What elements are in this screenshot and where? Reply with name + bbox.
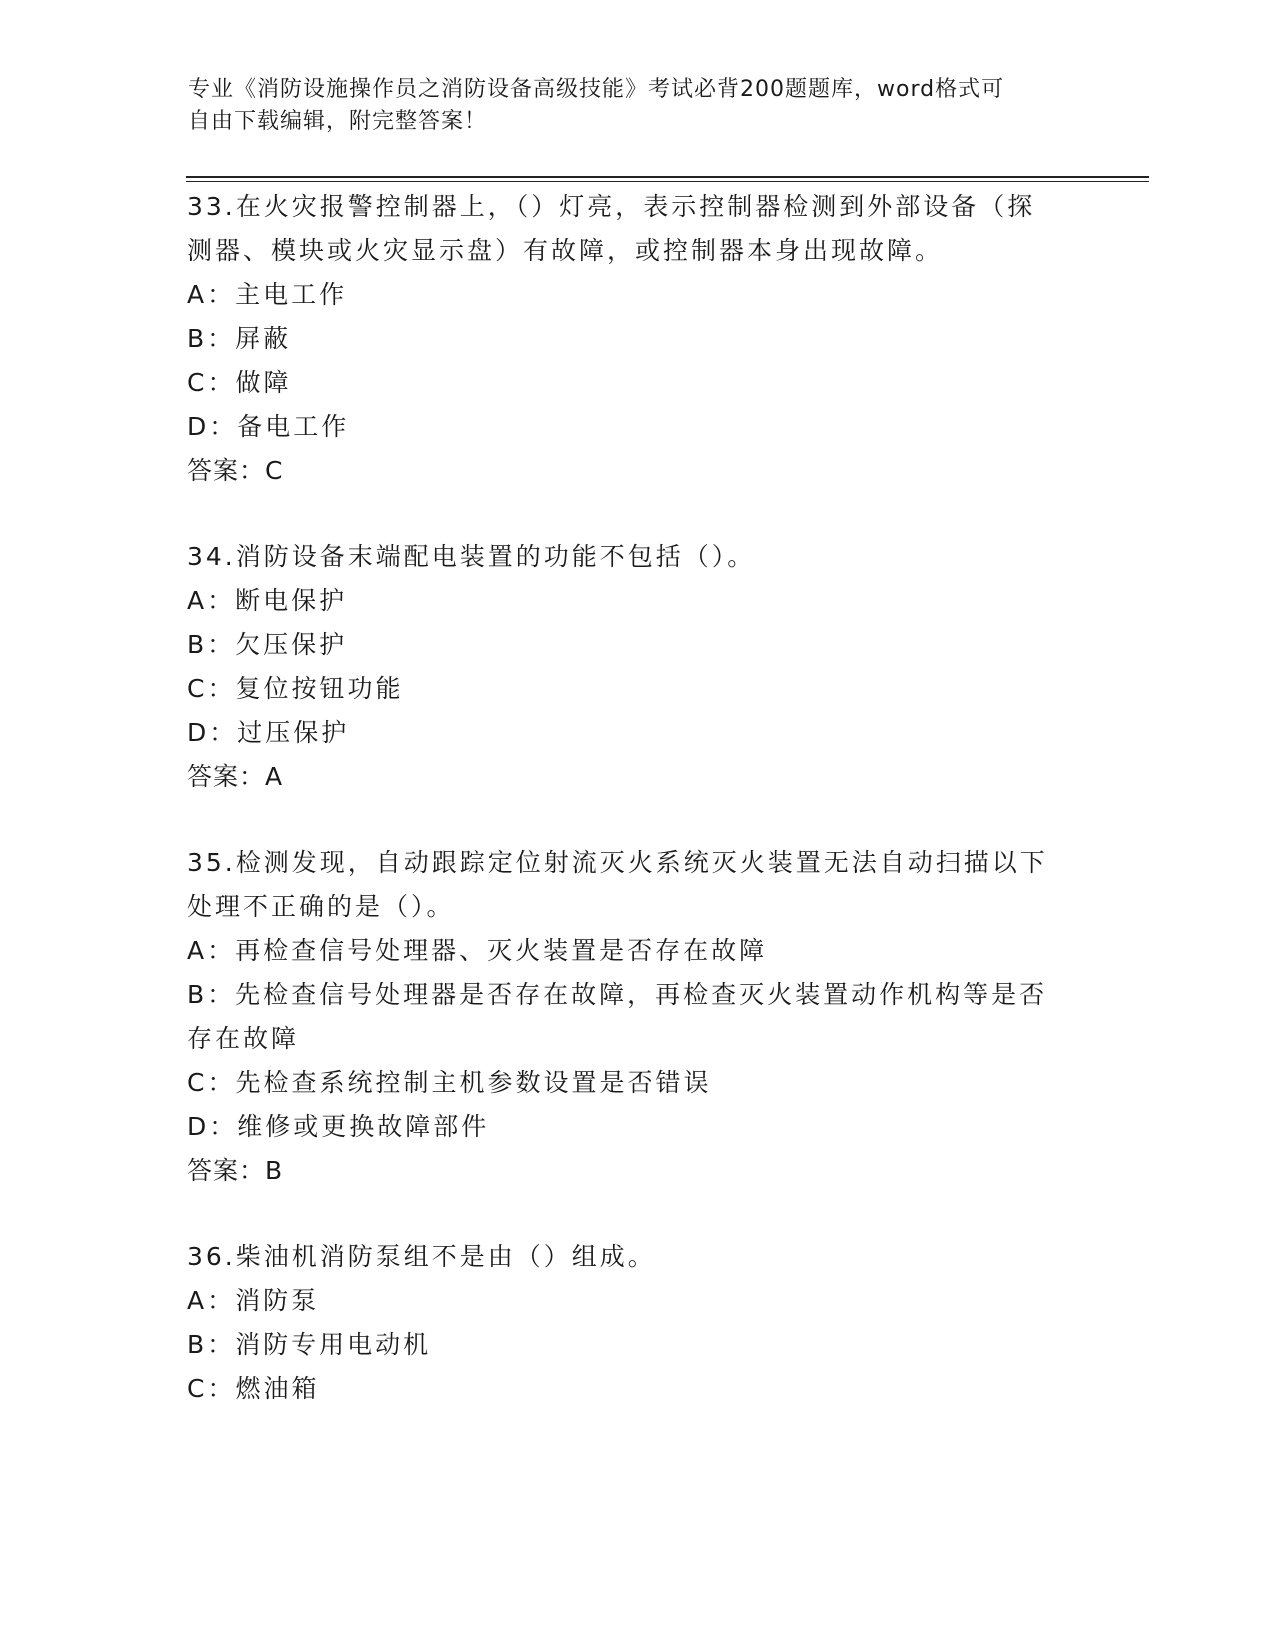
answer: 答案：B [187,1156,284,1185]
option-b: B：先检查信号处理器是否存在故障，再检查灭火装置动作机构等是否 [187,980,1048,1009]
header-divider-thin [186,181,1149,182]
header-line-1: 专业《消防设施操作员之消防设备高级技能》考试必背200题题库，word格式可 [188,77,1005,102]
answer: 答案：A [187,762,284,791]
header-line-2: 自由下载编辑，附完整答案！ [188,109,488,134]
option-d: D：过压保护 [187,718,350,747]
option-c: C：先检查系统控制主机参数设置是否错误 [187,1068,712,1097]
option-a: A：消防泵 [187,1286,320,1315]
question-stem: 测器、模块或火灾显示盘）有故障，或控制器本身出现故障。 [187,236,944,265]
option-a: A：主电工作 [187,280,348,309]
question-stem: 33.在火灾报警控制器上，（）灯亮，表示控制器检测到外部设备（探 [187,192,1036,221]
option-d: D：备电工作 [187,412,350,441]
question-stem: 处理不正确的是（）。 [187,892,455,921]
option-b-continued: 存在故障 [187,1024,300,1053]
option-b: B：欠压保护 [187,630,348,659]
option-c: C：复位按钮功能 [187,674,404,703]
question-stem: 35.检测发现，自动跟踪定位射流灭火系统灭火装置无法自动扫描以下 [187,848,1048,877]
option-a: A：断电保护 [187,586,348,615]
header-divider-thick [186,176,1149,178]
option-c: C：燃油箱 [187,1374,320,1403]
option-d: D：维修或更换故障部件 [187,1112,490,1141]
option-b: B：消防专用电动机 [187,1330,432,1359]
question-stem: 34.消防设备末端配电装置的功能不包括（）。 [187,542,756,571]
option-c: C：做障 [187,368,292,397]
option-b: B：屏蔽 [187,324,292,353]
question-stem: 36.柴油机消防泵组不是由（）组成。 [187,1242,656,1271]
answer: 答案：C [187,456,284,485]
option-a: A：再检查信号处理器、灭火装置是否存在故障 [187,936,768,965]
document-header [188,74,1068,138]
